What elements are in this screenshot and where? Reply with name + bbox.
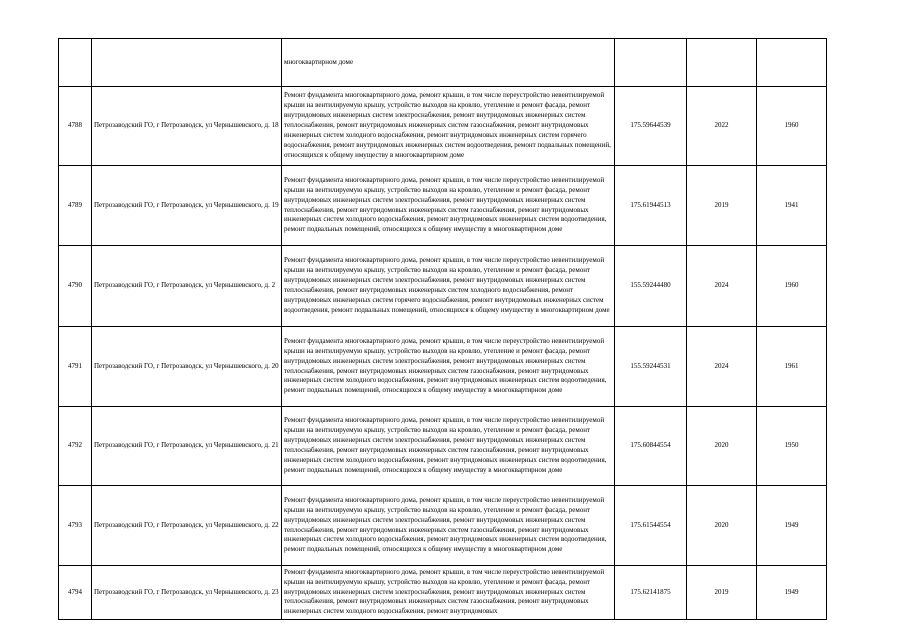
cost-value: 175.59644539 bbox=[615, 87, 687, 166]
planned-year: 2020 bbox=[687, 407, 757, 486]
house-address: Петрозаводский ГО, г Петрозаводск, ул Чернышевского, д. 22 bbox=[92, 486, 282, 566]
planned-year: 2024 bbox=[687, 327, 757, 407]
cost-value: 175.61544554 bbox=[615, 486, 687, 566]
repair-works: Ремонт фундамента многоквартирного дома, ремонт крыши, в том числе переустройство невентилируемой крыши на вентилируемую крышу, устройство выходов на кровлю, утепление и ремонт фасада, ремонт внутридомовых инженерных систем электроснабжения, ремонт внутридомовых инженерных систем теплоснабжения, ремонт внутридомовых инженерных систем газоснабжения, ремонт внутридомовых инженерных систем холодного водоснабжения, ремонт внутридомовых инженерных систем водоотведения, ремонт подвальных помещений, относящихся к общему имуществу в многоквартирном доме bbox=[282, 486, 615, 566]
row-number: 4789 bbox=[59, 166, 92, 246]
capital-repair-table bbox=[58, 38, 827, 620]
construction-year: 1949 bbox=[757, 486, 827, 566]
row-number: 4794 bbox=[59, 566, 92, 620]
cost-value: 155.59244531 bbox=[615, 327, 687, 407]
house-address: Петрозаводский ГО, г Петрозаводск, ул Чернышевского, д. 2 bbox=[92, 246, 282, 327]
construction-year: 1960 bbox=[757, 246, 827, 327]
house-address: Петрозаводский ГО, г Петрозаводск, ул Чернышевского, д. 21 bbox=[92, 407, 282, 486]
table-row bbox=[59, 166, 827, 246]
planned-year: 2022 bbox=[687, 87, 757, 166]
cost-value: 175.62141875 bbox=[615, 566, 687, 620]
row-number bbox=[59, 39, 92, 87]
cost-value bbox=[615, 39, 687, 87]
row-number: 4788 bbox=[59, 87, 92, 166]
construction-year bbox=[757, 39, 827, 87]
planned-year: 2020 bbox=[687, 486, 757, 566]
planned-year: 2024 bbox=[687, 246, 757, 327]
house-address: Петрозаводский ГО, г Петрозаводск, ул Чернышевского, д. 18 bbox=[92, 87, 282, 166]
cost-value: 175.60844554 bbox=[615, 407, 687, 486]
row-number: 4790 bbox=[59, 246, 92, 327]
planned-year bbox=[687, 39, 757, 87]
repair-works: многоквартирном доме bbox=[282, 39, 615, 87]
construction-year: 1941 bbox=[757, 166, 827, 246]
cost-value: 175.61944513 bbox=[615, 166, 687, 246]
repair-works: Ремонт фундамента многоквартирного дома, ремонт крыши, в том числе переустройство невентилируемой крыши на вентилируемую крышу, устройство выходов на кровлю, утепление и ремонт фасада, ремонт внутридомовых инженерных систем электроснабжения, ремонт внутридомовых инженерных систем теплоснабжения, ремонт внутридомовых инженерных систем газоснабжения, ремонт внутридомовых инженерных систем холодного водоснабжения, ремонт внутридомовых bbox=[282, 566, 615, 620]
planned-year: 2019 bbox=[687, 166, 757, 246]
row-number: 4792 bbox=[59, 407, 92, 486]
repair-works: Ремонт фундамента многоквартирного дома, ремонт крыши, в том числе переустройство невентилируемой крыши на вентилируемую крышу, устройство выходов на кровлю, утепление и ремонт фасада, ремонт внутридомовых инженерных систем электроснабжения, ремонт внутридомовых инженерных систем теплоснабжения, ремонт внутридомовых инженерных систем газоснабжения, ремонт внутридомовых инженерных систем холодного водоснабжения, ремонт внутридомовых инженерных систем горячего водоснабжения, ремонт внутридомовых инженерных систем водоотведения, ремонт подвальных помещений, относящихся к общему имуществу в многоквартирном доме bbox=[282, 87, 615, 166]
table-row bbox=[59, 246, 827, 327]
house-address: Петрозаводский ГО, г Петрозаводск, ул Чернышевского, д. 20 bbox=[92, 327, 282, 407]
repair-works: Ремонт фундамента многоквартирного дома, ремонт крыши, в том числе переустройство невентилируемой крыши на вентилируемую крышу, устройство выходов на кровлю, утепление и ремонт фасада, ремонт внутридомовых инженерных систем электроснабжения, ремонт внутридомовых инженерных систем теплоснабжения, ремонт внутридомовых инженерных систем газоснабжения, ремонт внутридомовых инженерных систем холодного водоснабжения, ремонт внутридомовых инженерных систем водоотведения, ремонт подвальных помещений, относящихся к общему имуществу в многоквартирном доме bbox=[282, 327, 615, 407]
table-row bbox=[59, 566, 827, 620]
table-row bbox=[59, 39, 827, 87]
table-row bbox=[59, 407, 827, 486]
construction-year: 1960 bbox=[757, 87, 827, 166]
repair-works: Ремонт фундамента многоквартирного дома, ремонт крыши, в том числе переустройство невентилируемой крыши на вентилируемую крышу, устройство выходов на кровлю, утепление и ремонт фасада, ремонт внутридомовых инженерных систем электроснабжения, ремонт внутридомовых инженерных систем теплоснабжения, ремонт внутридомовых инженерных систем газоснабжения, ремонт внутридомовых инженерных систем холодного водоснабжения, ремонт внутридомовых инженерных систем водоотведения, ремонт подвальных помещений, относящихся к общему имуществу в многоквартирном доме bbox=[282, 166, 615, 246]
construction-year: 1950 bbox=[757, 407, 827, 486]
table-row bbox=[59, 87, 827, 166]
table-row bbox=[59, 486, 827, 566]
cost-value: 155.59244480 bbox=[615, 246, 687, 327]
table-row bbox=[59, 327, 827, 407]
repair-works: Ремонт фундамента многоквартирного дома, ремонт крыши, в том числе переустройство невентилируемой крыши на вентилируемую крышу, устройство выходов на кровлю, утепление и ремонт фасада, ремонт внутридомовых инженерных систем электроснабжения, ремонт внутридомовых инженерных систем теплоснабжения, ремонт внутридомовых инженерных систем холодного водоснабжения, ремонт внутридомовых инженерных систем горячего водоснабжения, ремонт внутридомовых инженерных систем водоотведения, ремонт подвальных помещений, относящихся к общему имуществу в многоквартирном доме bbox=[282, 246, 615, 327]
construction-year: 1949 bbox=[757, 566, 827, 620]
planned-year: 2019 bbox=[687, 566, 757, 620]
repair-works: Ремонт фундамента многоквартирного дома, ремонт крыши, в том числе переустройство невентилируемой крыши на вентилируемую крышу, устройство выходов на кровлю, утепление и ремонт фасада, ремонт внутридомовых инженерных систем электроснабжения, ремонт внутридомовых инженерных систем теплоснабжения, ремонт внутридомовых инженерных систем газоснабжения, ремонт внутридомовых инженерных систем холодного водоснабжения, ремонт внутридомовых инженерных систем водоотведения, ремонт подвальных помещений, относящихся к общему имуществу в многоквартирном доме bbox=[282, 407, 615, 486]
house-address bbox=[92, 39, 282, 87]
row-number: 4791 bbox=[59, 327, 92, 407]
house-address: Петрозаводский ГО, г Петрозаводск, ул Чернышевского, д. 23 bbox=[92, 566, 282, 620]
house-address: Петрозаводский ГО, г Петрозаводск, ул Чернышевского, д. 19 bbox=[92, 166, 282, 246]
construction-year: 1961 bbox=[757, 327, 827, 407]
row-number: 4793 bbox=[59, 486, 92, 566]
